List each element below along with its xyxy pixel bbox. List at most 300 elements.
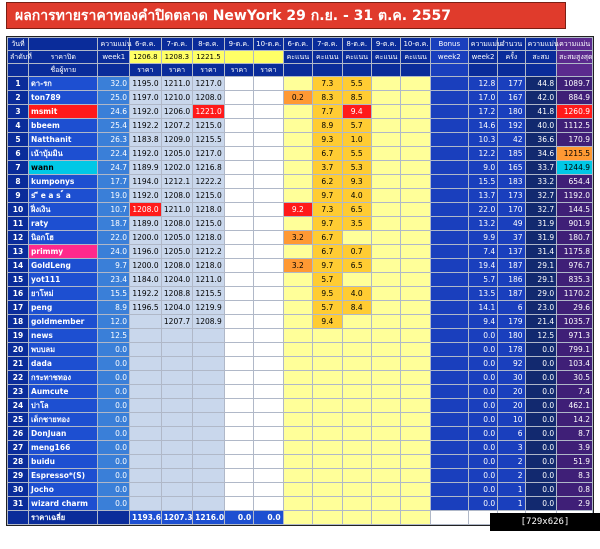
close-price: 1221.5 bbox=[193, 51, 225, 64]
daily-score bbox=[313, 483, 342, 497]
cumulative-accuracy: 41.8 bbox=[525, 105, 557, 119]
daily-score bbox=[313, 427, 342, 441]
header-date: 10-ต.ค. bbox=[254, 38, 283, 51]
daily-score bbox=[371, 273, 400, 287]
prediction-count: 183 bbox=[498, 175, 525, 189]
daily-score bbox=[371, 133, 400, 147]
player-name: พบบลม bbox=[29, 343, 98, 357]
player-name: kumponys bbox=[29, 175, 98, 189]
daily-score bbox=[371, 77, 400, 91]
week1-accuracy: 0.0 bbox=[98, 357, 130, 371]
bonus-cell bbox=[430, 371, 468, 385]
prediction-count: 42 bbox=[498, 133, 525, 147]
daily-score bbox=[283, 441, 312, 455]
daily-score bbox=[401, 413, 430, 427]
header-close-price-label: ราคาปิด bbox=[29, 51, 98, 64]
daily-score bbox=[313, 329, 342, 343]
player-name: s ี e a s ์ a bbox=[29, 189, 98, 203]
daily-score bbox=[371, 189, 400, 203]
player-name: เน้าบุ้มมิน bbox=[29, 147, 98, 161]
predicted-price bbox=[161, 399, 193, 413]
daily-score bbox=[371, 315, 400, 329]
daily-score: 8.5 bbox=[342, 91, 371, 105]
footer-blank bbox=[98, 511, 130, 525]
row-index: 8 bbox=[8, 175, 29, 189]
max-cumulative: 29.6 bbox=[557, 301, 593, 315]
cumulative-accuracy: 21.4 bbox=[525, 315, 557, 329]
footer-blank bbox=[313, 511, 342, 525]
header-score-date: 6-ต.ค. bbox=[283, 38, 312, 51]
predicted-price bbox=[254, 203, 283, 217]
table-row[interactable] bbox=[8, 217, 593, 231]
cumulative-accuracy: 0.0 bbox=[525, 497, 557, 511]
daily-score: 9.7 bbox=[313, 189, 342, 203]
predicted-price: 1211.0 bbox=[193, 273, 225, 287]
week2-accuracy: 0.0 bbox=[468, 497, 497, 511]
week2-accuracy: 0.0 bbox=[468, 469, 497, 483]
player-name: ton789 bbox=[29, 91, 98, 105]
row-index: 11 bbox=[8, 217, 29, 231]
max-cumulative: 14.2 bbox=[557, 413, 593, 427]
player-name: Aumcute bbox=[29, 385, 98, 399]
prediction-count: 170 bbox=[498, 203, 525, 217]
week1-accuracy: 0.0 bbox=[98, 343, 130, 357]
predicted-price: 1208.0 bbox=[161, 189, 193, 203]
daily-score bbox=[283, 483, 312, 497]
predicted-price bbox=[254, 483, 283, 497]
predicted-price bbox=[254, 301, 283, 315]
row-index: 14 bbox=[8, 259, 29, 273]
table-row[interactable] bbox=[8, 469, 593, 483]
table-row[interactable] bbox=[8, 441, 593, 455]
table-row[interactable] bbox=[8, 105, 593, 119]
predicted-price bbox=[254, 259, 283, 273]
bonus-cell bbox=[430, 189, 468, 203]
header-date-label: วันที่ bbox=[8, 38, 29, 51]
predicted-price: 1208.0 bbox=[161, 259, 193, 273]
max-cumulative: 144.5 bbox=[557, 203, 593, 217]
footer-blank bbox=[342, 511, 371, 525]
footer-blank bbox=[8, 511, 29, 525]
predicted-price bbox=[130, 413, 162, 427]
daily-score bbox=[371, 455, 400, 469]
week2-accuracy: 9.0 bbox=[468, 161, 497, 175]
cumulative-accuracy: 0.0 bbox=[525, 357, 557, 371]
table-row[interactable] bbox=[8, 483, 593, 497]
daily-score bbox=[371, 301, 400, 315]
table-row[interactable] bbox=[8, 245, 593, 259]
week2-accuracy: 0.0 bbox=[468, 385, 497, 399]
daily-score bbox=[283, 147, 312, 161]
table-row[interactable] bbox=[8, 77, 593, 91]
player-name: meng166 bbox=[29, 441, 98, 455]
prediction-count: 173 bbox=[498, 189, 525, 203]
daily-score: 6.7 bbox=[313, 245, 342, 259]
header-date: 9-ต.ค. bbox=[224, 38, 253, 51]
predicted-price bbox=[224, 245, 253, 259]
header-blank bbox=[313, 64, 342, 77]
week1-accuracy: 15.5 bbox=[98, 287, 130, 301]
row-index: 16 bbox=[8, 287, 29, 301]
predicted-price bbox=[254, 133, 283, 147]
week2-accuracy: 12.8 bbox=[468, 77, 497, 91]
header-score-date: 10-ต.ค. bbox=[401, 38, 430, 51]
daily-score bbox=[371, 259, 400, 273]
week1-accuracy: 22.0 bbox=[98, 231, 130, 245]
max-cumulative: 1215.5 bbox=[557, 147, 593, 161]
predicted-price bbox=[254, 441, 283, 455]
daily-score bbox=[401, 497, 430, 511]
table-row[interactable] bbox=[8, 259, 593, 273]
predicted-price: 1222.2 bbox=[193, 175, 225, 189]
predicted-price bbox=[254, 315, 283, 329]
daily-score bbox=[342, 399, 371, 413]
predicted-price: 1200.0 bbox=[130, 231, 162, 245]
header-points: คะแนน bbox=[313, 51, 342, 64]
daily-score bbox=[401, 161, 430, 175]
bonus-cell bbox=[430, 455, 468, 469]
predicted-price: 1208.8 bbox=[161, 287, 193, 301]
daily-score: 6.5 bbox=[342, 259, 371, 273]
predicted-price bbox=[254, 189, 283, 203]
header-bonus: Bonus bbox=[430, 38, 468, 51]
predicted-price bbox=[130, 315, 162, 329]
daily-score bbox=[342, 497, 371, 511]
bonus-cell bbox=[430, 77, 468, 91]
row-index: 2 bbox=[8, 91, 29, 105]
predicted-price bbox=[130, 483, 162, 497]
header-blank bbox=[98, 64, 130, 77]
daily-score bbox=[283, 245, 312, 259]
predicted-price bbox=[254, 329, 283, 343]
prediction-count: 178 bbox=[498, 343, 525, 357]
cumulative-accuracy: 12.5 bbox=[525, 329, 557, 343]
average-price: 0.0 bbox=[254, 511, 283, 525]
table-row[interactable] bbox=[8, 91, 593, 105]
predicted-price: 1221.0 bbox=[193, 105, 225, 119]
predicted-price bbox=[193, 497, 225, 511]
predicted-price bbox=[130, 427, 162, 441]
row-index: 12 bbox=[8, 231, 29, 245]
daily-score bbox=[401, 399, 430, 413]
page-title: ผลการทายราคาทองคำปิดตลาด NewYork 29 ก.ย. - 31 ต.ค. 2557 bbox=[6, 2, 566, 29]
week1-accuracy: 0.0 bbox=[98, 441, 130, 455]
row-index: 29 bbox=[8, 469, 29, 483]
cumulative-accuracy: 31.9 bbox=[525, 217, 557, 231]
predicted-price: 1218.0 bbox=[193, 259, 225, 273]
player-name: primmy bbox=[29, 245, 98, 259]
cumulative-accuracy: 0.0 bbox=[525, 399, 557, 413]
daily-score bbox=[283, 413, 312, 427]
daily-score bbox=[401, 273, 430, 287]
predicted-price: 1207.2 bbox=[161, 119, 193, 133]
table-row[interactable] bbox=[8, 427, 593, 441]
daily-score bbox=[401, 259, 430, 273]
table-row[interactable] bbox=[8, 189, 593, 203]
header-name-label: ชื่อผู้ทาย bbox=[29, 64, 98, 77]
header-blank bbox=[430, 64, 468, 77]
daily-score bbox=[401, 441, 430, 455]
bonus-cell bbox=[430, 133, 468, 147]
predicted-price: 1183.8 bbox=[130, 133, 162, 147]
cumulative-accuracy: 42.0 bbox=[525, 91, 557, 105]
table-row[interactable] bbox=[8, 161, 593, 175]
header-accuracy-week2: ความแม่น bbox=[468, 38, 497, 51]
header-week2: week2 bbox=[468, 51, 497, 64]
predicted-price bbox=[130, 469, 162, 483]
daily-score bbox=[371, 469, 400, 483]
predicted-price bbox=[224, 259, 253, 273]
predicted-price bbox=[254, 231, 283, 245]
header-price: ราคา bbox=[161, 64, 193, 77]
table-row[interactable] bbox=[8, 231, 593, 245]
predicted-price bbox=[161, 371, 193, 385]
week1-accuracy: 24.6 bbox=[98, 105, 130, 119]
max-cumulative: 799.1 bbox=[557, 343, 593, 357]
daily-score: 9.3 bbox=[342, 175, 371, 189]
predicted-price: 1211.0 bbox=[161, 203, 193, 217]
table-row[interactable] bbox=[8, 329, 593, 343]
table-row[interactable] bbox=[8, 357, 593, 371]
cumulative-accuracy: 32.7 bbox=[525, 189, 557, 203]
player-name: DonJuan bbox=[29, 427, 98, 441]
daily-score bbox=[371, 147, 400, 161]
predicted-price bbox=[254, 371, 283, 385]
bonus-cell bbox=[430, 273, 468, 287]
predicted-price bbox=[254, 287, 283, 301]
row-index: 6 bbox=[8, 147, 29, 161]
predicted-price bbox=[224, 371, 253, 385]
daily-score: 5.7 bbox=[313, 273, 342, 287]
prediction-count: 180 bbox=[498, 329, 525, 343]
row-index: 24 bbox=[8, 399, 29, 413]
week2-accuracy: 14.6 bbox=[468, 119, 497, 133]
predicted-price bbox=[254, 91, 283, 105]
week1-accuracy: 0.0 bbox=[98, 413, 130, 427]
daily-score: 5.7 bbox=[313, 301, 342, 315]
row-index: 23 bbox=[8, 385, 29, 399]
max-cumulative: 7.4 bbox=[557, 385, 593, 399]
footer-average-label: ราคาเฉลี่ย bbox=[29, 511, 98, 525]
daily-score bbox=[313, 413, 342, 427]
daily-score: 3.2 bbox=[283, 231, 312, 245]
row-index: 15 bbox=[8, 273, 29, 287]
daily-score bbox=[371, 329, 400, 343]
prediction-count: 20 bbox=[498, 399, 525, 413]
predicted-price: 1196.0 bbox=[130, 245, 162, 259]
daily-score bbox=[342, 455, 371, 469]
cumulative-accuracy: 36.6 bbox=[525, 133, 557, 147]
cumulative-accuracy: 0.0 bbox=[525, 385, 557, 399]
table-row[interactable] bbox=[8, 371, 593, 385]
player-name: msmit bbox=[29, 105, 98, 119]
daily-score bbox=[401, 231, 430, 245]
header-cumulative: สะสม bbox=[525, 51, 557, 64]
daily-score bbox=[313, 441, 342, 455]
header-blank bbox=[557, 64, 593, 77]
cumulative-accuracy: 31.4 bbox=[525, 245, 557, 259]
max-cumulative: 8.7 bbox=[557, 427, 593, 441]
predicted-price bbox=[224, 175, 253, 189]
bonus-cell bbox=[430, 287, 468, 301]
predicted-price: 1208.0 bbox=[161, 217, 193, 231]
predicted-price bbox=[193, 399, 225, 413]
bonus-cell bbox=[430, 497, 468, 511]
week1-accuracy: 0.0 bbox=[98, 385, 130, 399]
week2-accuracy: 13.7 bbox=[468, 189, 497, 203]
daily-score bbox=[283, 301, 312, 315]
predicted-price bbox=[161, 329, 193, 343]
footer-blank bbox=[283, 511, 312, 525]
cumulative-accuracy: 40.0 bbox=[525, 119, 557, 133]
predicted-price bbox=[224, 455, 253, 469]
max-cumulative: 976.7 bbox=[557, 259, 593, 273]
header-week1: week1 bbox=[98, 51, 130, 64]
week1-accuracy: 23.4 bbox=[98, 273, 130, 287]
predicted-price bbox=[130, 399, 162, 413]
predicted-price: 1218.0 bbox=[193, 203, 225, 217]
daily-score bbox=[401, 77, 430, 91]
predicted-price bbox=[224, 413, 253, 427]
predicted-price bbox=[254, 427, 283, 441]
daily-score bbox=[283, 497, 312, 511]
predicted-price: 1208.9 bbox=[193, 315, 225, 329]
bonus-cell bbox=[430, 329, 468, 343]
predicted-price: 1216.8 bbox=[193, 161, 225, 175]
row-index: 10 bbox=[8, 203, 29, 217]
daily-score bbox=[371, 441, 400, 455]
predicted-price: 1204.0 bbox=[161, 301, 193, 315]
player-name: เด็กชายทอง bbox=[29, 413, 98, 427]
week1-accuracy: 0.0 bbox=[98, 371, 130, 385]
table-row[interactable] bbox=[8, 343, 593, 357]
max-cumulative: 2.9 bbox=[557, 497, 593, 511]
player-name: news bbox=[29, 329, 98, 343]
table-row[interactable] bbox=[8, 301, 593, 315]
daily-score: 9.4 bbox=[313, 315, 342, 329]
daily-score bbox=[401, 287, 430, 301]
predicted-price: 1204.0 bbox=[161, 273, 193, 287]
table-row[interactable] bbox=[8, 315, 593, 329]
bonus-cell bbox=[430, 119, 468, 133]
watermark: [729x626] http://upic.me/ bbox=[490, 513, 600, 531]
table-row[interactable] bbox=[8, 413, 593, 427]
prediction-count: 177 bbox=[498, 77, 525, 91]
daily-score: 8.3 bbox=[313, 91, 342, 105]
max-cumulative: 170.9 bbox=[557, 133, 593, 147]
table-row[interactable] bbox=[8, 455, 593, 469]
predicted-price bbox=[254, 455, 283, 469]
daily-score: 0.7 bbox=[342, 245, 371, 259]
week2-accuracy: 7.4 bbox=[468, 245, 497, 259]
predicted-price: 1197.0 bbox=[130, 91, 162, 105]
row-index: 9 bbox=[8, 189, 29, 203]
bonus-cell bbox=[430, 245, 468, 259]
daily-score bbox=[342, 273, 371, 287]
table-row[interactable] bbox=[8, 133, 593, 147]
table-row[interactable] bbox=[8, 399, 593, 413]
daily-score: 3.7 bbox=[313, 161, 342, 175]
daily-score bbox=[371, 497, 400, 511]
predicted-price: 1215.5 bbox=[193, 287, 225, 301]
table-row[interactable] bbox=[8, 175, 593, 189]
table-row[interactable] bbox=[8, 497, 593, 511]
row-index: 17 bbox=[8, 301, 29, 315]
daily-score bbox=[283, 427, 312, 441]
week1-accuracy: 22.4 bbox=[98, 147, 130, 161]
predicted-price: 1192.2 bbox=[130, 119, 162, 133]
max-cumulative: 1175.8 bbox=[557, 245, 593, 259]
cumulative-accuracy: 29.1 bbox=[525, 259, 557, 273]
table-row[interactable] bbox=[8, 287, 593, 301]
week1-accuracy: 0.0 bbox=[98, 483, 130, 497]
row-index: 7 bbox=[8, 161, 29, 175]
bonus-cell bbox=[430, 483, 468, 497]
predicted-price bbox=[193, 329, 225, 343]
week2-accuracy: 0.0 bbox=[468, 329, 497, 343]
predicted-price bbox=[161, 497, 193, 511]
predicted-price: 1209.0 bbox=[161, 133, 193, 147]
predicted-price bbox=[193, 343, 225, 357]
row-index: 5 bbox=[8, 133, 29, 147]
week1-accuracy: 9.7 bbox=[98, 259, 130, 273]
predicted-price: 1208.0 bbox=[193, 91, 225, 105]
predicted-price bbox=[224, 315, 253, 329]
bonus-cell bbox=[430, 175, 468, 189]
table-row[interactable] bbox=[8, 203, 593, 217]
week1-accuracy: 12.5 bbox=[98, 329, 130, 343]
table-row[interactable] bbox=[8, 273, 593, 287]
week1-accuracy: 10.7 bbox=[98, 203, 130, 217]
max-cumulative: 1112.5 bbox=[557, 119, 593, 133]
daily-score bbox=[342, 483, 371, 497]
cumulative-accuracy: 0.0 bbox=[525, 455, 557, 469]
predicted-price bbox=[193, 427, 225, 441]
table-row[interactable] bbox=[8, 385, 593, 399]
daily-score bbox=[342, 441, 371, 455]
bonus-cell bbox=[430, 343, 468, 357]
max-cumulative: 884.9 bbox=[557, 91, 593, 105]
close-price: 1208.3 bbox=[161, 51, 193, 64]
predicted-price: 1194.0 bbox=[130, 175, 162, 189]
daily-score bbox=[371, 203, 400, 217]
daily-score bbox=[371, 385, 400, 399]
bonus-cell bbox=[430, 427, 468, 441]
daily-score bbox=[401, 245, 430, 259]
player-name: buidu bbox=[29, 455, 98, 469]
table-row[interactable] bbox=[8, 119, 593, 133]
row-index: 22 bbox=[8, 371, 29, 385]
daily-score bbox=[371, 357, 400, 371]
table-row[interactable] bbox=[8, 147, 593, 161]
daily-score bbox=[371, 245, 400, 259]
predicted-price: 1206.0 bbox=[161, 105, 193, 119]
header-accuracy: ความแม่น bbox=[98, 38, 130, 51]
bonus-cell bbox=[430, 441, 468, 455]
week2-accuracy: 17.2 bbox=[468, 105, 497, 119]
header-points: คะแนน bbox=[401, 51, 430, 64]
predicted-price: 1215.0 bbox=[193, 119, 225, 133]
week2-accuracy: 13.2 bbox=[468, 217, 497, 231]
daily-score bbox=[371, 427, 400, 441]
max-cumulative: 971.3 bbox=[557, 329, 593, 343]
daily-score bbox=[313, 399, 342, 413]
predicted-price: 1192.0 bbox=[130, 105, 162, 119]
week2-accuracy: 0.0 bbox=[468, 371, 497, 385]
daily-score bbox=[401, 133, 430, 147]
daily-score bbox=[371, 483, 400, 497]
bonus-cell bbox=[430, 385, 468, 399]
